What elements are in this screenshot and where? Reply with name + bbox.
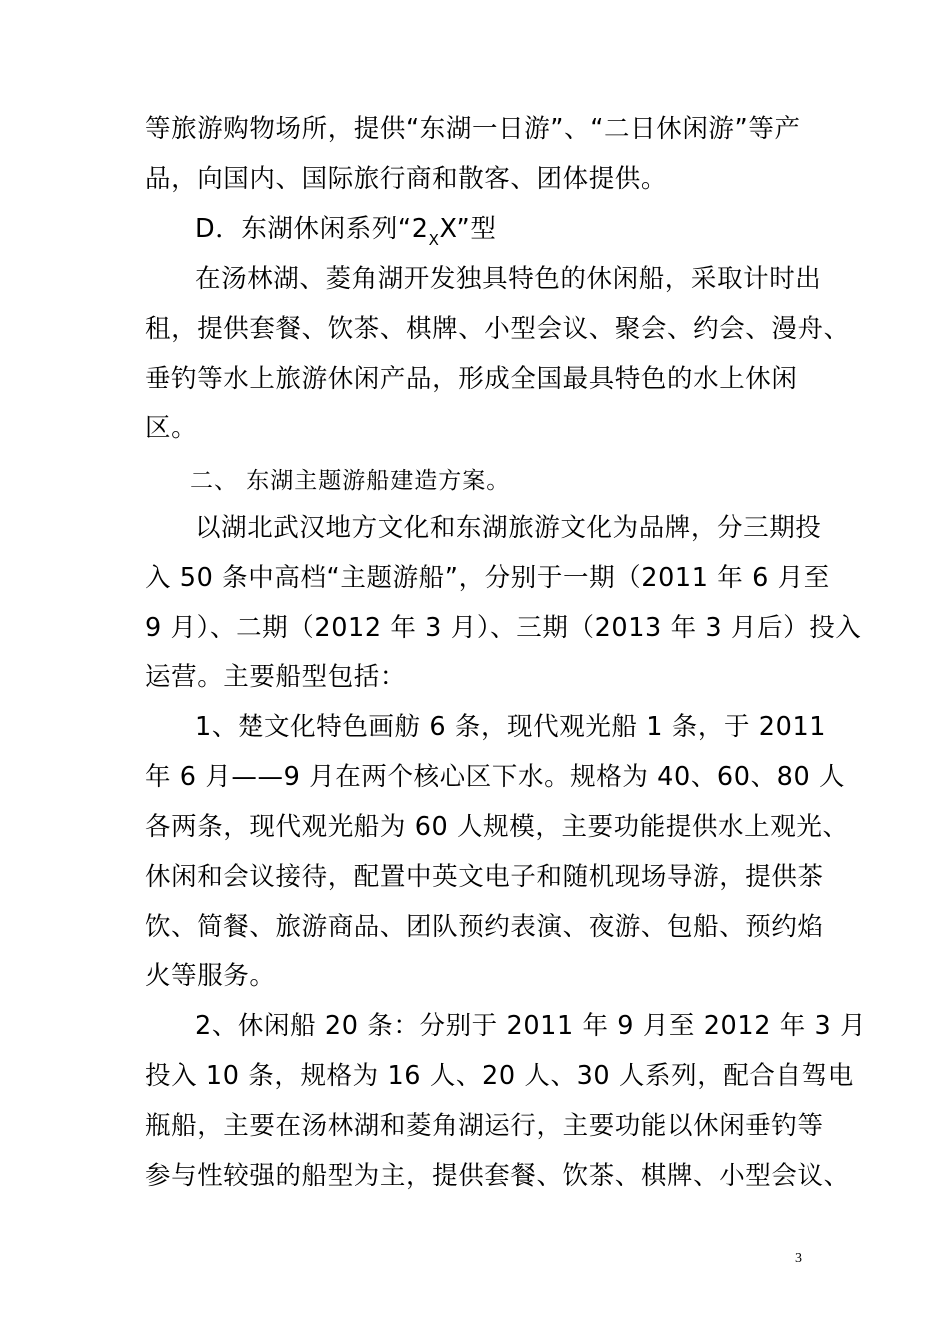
text-line-12: 运营。主要船型包括： xyxy=(145,662,407,692)
section-heading-d-suffix: X”型 xyxy=(439,214,497,244)
page-number: 3 xyxy=(795,1251,802,1266)
text-line-13: 1、楚文化特色画舫 6 条，现代观光船 1 条，于 2011 xyxy=(195,712,827,742)
text-line-21: 瓶船，主要在汤林湖和菱角湖运行，主要功能以休闲垂钓等 xyxy=(145,1111,824,1141)
text-line-17: 饮、简餐、旅游商品、团队预约表演、夜游、包船、预约焰 xyxy=(145,912,824,942)
section-heading-2: 二、 东湖主题游船建造方案。 xyxy=(190,468,511,494)
section-heading-d-subscript: X xyxy=(428,231,440,249)
text-line-7: 区。 xyxy=(145,413,198,443)
text-line-9: 以湖北武汉地方文化和东湖旅游文化为品牌，分三期投 xyxy=(195,513,822,543)
text-line-18: 火等服务。 xyxy=(145,961,276,991)
text-line-2: 品，向国内、国际旅行商和散客、团体提供。 xyxy=(145,164,668,194)
text-line-15: 各两条，现代观光船为 60 人规模，主要功能提供水上观光、 xyxy=(145,812,849,842)
text-line-14: 年 6 月——9 月在两个核心区下水。规格为 40、60、80 人 xyxy=(145,762,846,792)
text-line-20: 投入 10 条，规格为 16 人、20 人、30 人系列，配合自驾电 xyxy=(145,1061,854,1091)
text-line-4: 在汤林湖、菱角湖开发独具特色的休闲船，采取计时出 xyxy=(195,264,822,294)
text-line-16: 休闲和会议接待，配置中英文电子和随机现场导游，提供茶 xyxy=(145,862,824,892)
text-line-22: 参与性较强的船型为主，提供套餐、饮茶、棋牌、小型会议、 xyxy=(145,1161,850,1191)
text-line-11: 9 月）、二期（2012 年 3 月）、三期（2013 年 3 月后）投入 xyxy=(145,613,862,643)
text-line-5: 租，提供套餐、饮茶、棋牌、小型会议、聚会、约会、漫舟、 xyxy=(145,314,850,344)
text-line-1: 等旅游购物场所，提供“东湖一日游”、“二日休闲游”等产 xyxy=(145,114,801,144)
section-heading-d-main: D．东湖休闲系列“2 xyxy=(195,214,429,244)
section-heading-d xyxy=(195,212,875,249)
text-line-10: 入 50 条中高档“主题游船”，分别于一期（2011 年 6 月至 xyxy=(145,563,830,593)
text-line-6: 垂钓等水上旅游休闲产品，形成全国最具特色的水上休闲 xyxy=(145,364,798,394)
text-line-19: 2、休闲船 20 条：分别于 2011 年 9 月至 2012 年 3 月 xyxy=(195,1011,867,1041)
